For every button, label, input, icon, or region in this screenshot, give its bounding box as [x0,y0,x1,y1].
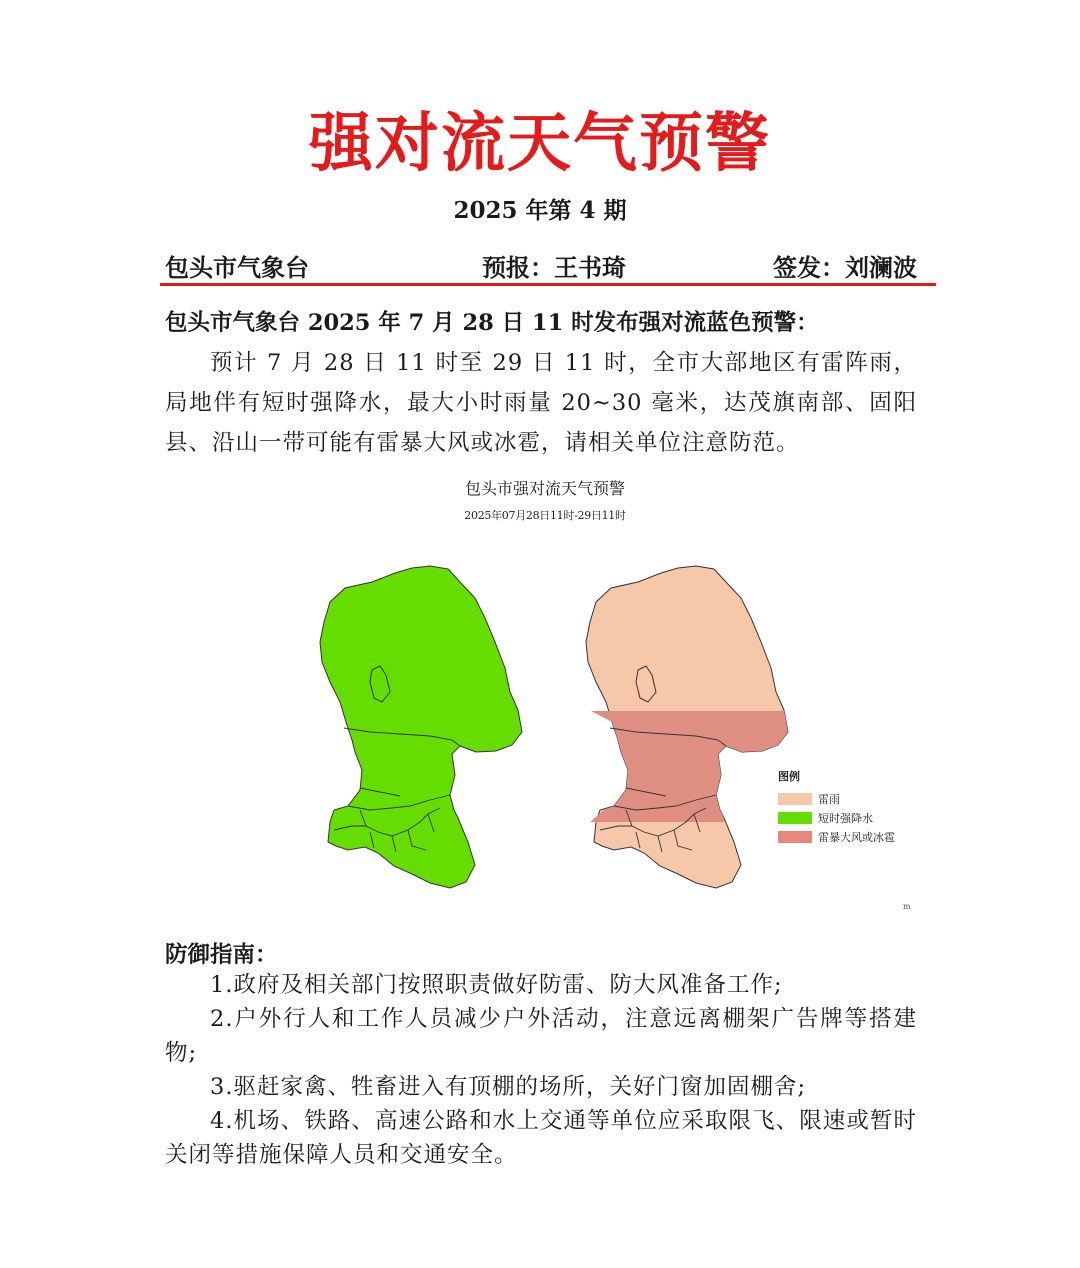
map-legend [778,768,928,847]
map-heavy-rain [320,566,522,888]
forecaster: 预报：王书琦 [482,253,626,282]
heavy-rain-region [320,566,522,888]
legend-item-heavy-rain [778,809,928,828]
document-title: 强对流天气预警 [309,107,771,181]
header-divider [160,283,936,286]
guidance-item: 1.政府及相关部门按照职责做好防雷、防大风准备工作; [210,972,783,998]
map-warning-levels [586,566,788,888]
guidance-item: 2.户外行人和工作人员减少户外活动，注意远离棚架广告牌等搭建物; [165,1006,917,1066]
legend-label: 短时强降水 [818,812,873,825]
issuer-row [165,248,917,280]
warning-map [300,470,930,920]
guidance-title: 防御指南： [165,942,278,968]
legend-swatch [778,812,812,824]
organization-name: 包头市气象台 [165,253,309,282]
guidance-item: 4.机场、铁路、高速公路和水上交通等单位应采取限飞、限速或暂时关闭等措施保障人员和交通安全。 [165,1108,917,1168]
scale-mark: m [903,902,911,911]
legend-swatch [778,793,812,805]
map-title: 包头市强对流天气预警 [464,479,625,498]
signer: 签发：刘澜波 [773,253,917,282]
gale-hail-region [590,710,788,822]
legend-item-thunder-rain [778,790,928,809]
warning-body: 预计 7 月 28 日 11 时至 29 日 11 时，全市大部地区有雷阵雨，局地伴有短时强降水，最大小时雨量 20~30 毫米，达茂旗南部、固阳县、沿山一带可能有雷暴大风或冰雹，请相关单位注意防范。 [165,350,917,456]
legend-label: 雷雨 [818,793,840,806]
legend-swatch [778,831,812,843]
warning-headline: 包头市气象台 2025 年 7 月 28 日 11 时发布强对流蓝色预警： [165,310,819,336]
guidance-list [165,968,917,1172]
guidance-item: 3.驱赶家禽、牲畜进入有顶棚的场所，关好门窗加固棚舍; [210,1074,807,1100]
legend-title: 图例 [778,770,800,783]
map-subtitle: 2025年07月28日11时-29日11时 [464,509,626,522]
issue-number: 2025 年第 4 期 [453,197,627,224]
legend-item-gale-hail [778,828,928,847]
map-graphic [300,470,930,920]
legend-label: 雷暴大风或冰雹 [818,831,895,844]
